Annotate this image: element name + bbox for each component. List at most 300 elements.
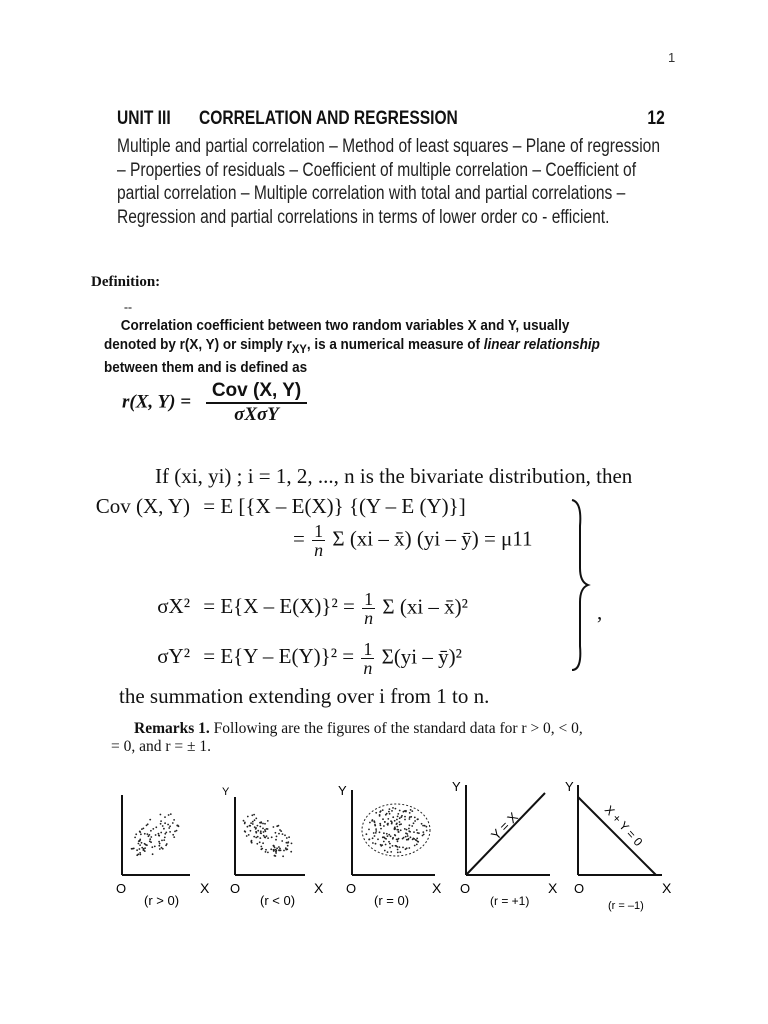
plot5-caption: (r = –1) xyxy=(608,900,644,912)
scatter-dot xyxy=(278,846,280,848)
scatter-dot xyxy=(274,855,276,857)
scatter-dot xyxy=(173,836,175,838)
scatter-dot xyxy=(158,833,160,835)
formula-lhs: r(X, Y) = xyxy=(122,391,192,413)
scatter-dot xyxy=(372,842,374,844)
scatter-dot xyxy=(409,824,411,826)
scatter-dot xyxy=(255,828,257,830)
formula-denominator: σXσY xyxy=(234,404,279,425)
scatter-dot xyxy=(383,825,385,827)
scatter-dot xyxy=(140,833,142,835)
plot1-origin: O xyxy=(116,881,127,896)
scatter-dot xyxy=(287,842,289,844)
scatter-dot xyxy=(253,814,255,816)
scatter-dot xyxy=(388,841,390,843)
right-brace xyxy=(566,496,596,674)
scatter-dot xyxy=(404,828,406,830)
scatter-dot xyxy=(406,847,408,849)
formula-fraction xyxy=(206,380,307,426)
scatter-dot xyxy=(423,834,425,836)
definition-heading: Definition: xyxy=(91,274,161,290)
scatter-dot xyxy=(168,827,170,829)
scatter-dot xyxy=(282,855,284,857)
scatter-dot xyxy=(380,828,382,830)
scatter-dot xyxy=(379,823,381,825)
plot5-line-label: X + Y = 0 xyxy=(601,802,646,849)
scatter-dot xyxy=(373,832,375,834)
scatter-dot xyxy=(372,837,374,839)
remarks-text: Following are the figures of the standard data for r > 0, < 0, xyxy=(213,720,583,737)
scatter-dot xyxy=(410,836,412,838)
remarks-label: Remarks 1. xyxy=(134,720,210,737)
scatter-dot xyxy=(366,833,368,835)
scatter-dot xyxy=(385,814,387,816)
scatter-dot xyxy=(382,818,384,820)
scatter-dot xyxy=(399,851,401,853)
cov-fraction: $\frac{1}{n}$ xyxy=(314,521,324,560)
scatter-dot xyxy=(399,810,401,812)
scatter-dot xyxy=(411,825,413,827)
scatter-dot xyxy=(396,826,398,828)
scatter-dot xyxy=(273,849,275,851)
scatter-dot xyxy=(399,817,401,819)
scatter-dot xyxy=(402,838,404,840)
scatter-dot xyxy=(397,841,399,843)
scatter-dot xyxy=(369,822,371,824)
scatter-dot xyxy=(417,841,419,843)
scatter-dot xyxy=(147,833,149,835)
scatter-dot xyxy=(417,818,419,820)
plot3-y-label: Y xyxy=(338,783,347,798)
plot-r-positive xyxy=(116,795,210,908)
scatter-dot xyxy=(254,819,256,821)
unit-hours: 12 xyxy=(647,108,665,129)
plot5-y-label: Y xyxy=(565,779,574,794)
scatter-dot xyxy=(388,811,390,813)
scatter-dot xyxy=(409,812,411,814)
scatter-dot xyxy=(382,809,384,811)
definition-line-2: denoted by r(X, Y) or simply $r_{XY}$, is a numerical measure of linear relationship xyxy=(104,337,600,356)
scatter-dot xyxy=(271,836,273,838)
scatter-dot xyxy=(151,846,153,848)
plot2-x-label: X xyxy=(314,880,324,896)
scatter-dot xyxy=(280,850,282,852)
scatter-dot xyxy=(399,824,401,826)
scatter-dot xyxy=(395,808,397,810)
syllabus-description: Multiple and partial correlation – Method of least squares – Plane of regression – Properties of residuals – Coefficient of multiple correlation – Coefficient of partial correlation – Multiple correlation with total and partial correlations – Regression and partial correlations in terms of lower order co - efficient. xyxy=(117,136,661,228)
scatter-dot xyxy=(386,833,388,835)
scatter-dot xyxy=(251,840,253,842)
scatter-dot xyxy=(414,817,416,819)
scatter-dot xyxy=(262,823,264,825)
scatter-dot xyxy=(168,814,170,816)
sigma-x-fraction: $\frac{1}{n}$ xyxy=(364,589,374,628)
scatter-dot xyxy=(143,828,145,830)
scatter-dot xyxy=(148,835,150,837)
definition-text xyxy=(104,317,625,378)
scatter-dot xyxy=(265,851,267,853)
cov-label: Cov (X, Y) xyxy=(95,494,190,518)
scatter-dot xyxy=(166,843,168,845)
sigma-y-expression: = E{Y – E(Y)}² = xyxy=(203,644,355,669)
scatter-dot xyxy=(375,830,377,832)
page-number: 1 xyxy=(668,50,676,65)
scatter-dot xyxy=(247,816,249,818)
sigma-y-label: σY² xyxy=(157,644,190,669)
plot2-caption: (r < 0) xyxy=(260,893,296,908)
scatter-dot xyxy=(406,839,408,841)
scatter-dot xyxy=(255,818,257,820)
scatter-dot xyxy=(397,852,399,854)
scatter-dot xyxy=(162,825,164,827)
scatter-dot xyxy=(265,849,267,851)
scatter-dot xyxy=(253,836,255,838)
scatter-dot xyxy=(146,825,148,827)
scatter-dot xyxy=(136,854,138,856)
scatter-dot xyxy=(403,811,405,813)
scatter-dot xyxy=(256,843,258,845)
scatter-dot xyxy=(396,819,398,821)
scatter-dot xyxy=(250,822,252,824)
scatter-dot xyxy=(414,820,416,822)
scatter-dot xyxy=(139,839,141,841)
sigma-y-row xyxy=(40,640,462,677)
scatter-dot xyxy=(264,823,266,825)
scatter-dot xyxy=(152,853,154,855)
scatter-dot xyxy=(266,835,268,837)
scatter-dot xyxy=(408,838,410,840)
scatter-dot xyxy=(249,825,251,827)
scatter-dot xyxy=(394,826,396,828)
scatter-dot xyxy=(413,838,415,840)
scatter-dot xyxy=(397,829,399,831)
scatter-dot xyxy=(387,835,389,837)
scatter-dot xyxy=(139,844,141,846)
scatter-dot xyxy=(163,828,165,830)
scatter-dot xyxy=(426,830,428,832)
scatter-dot xyxy=(394,820,396,822)
scatter-dot xyxy=(404,819,406,821)
scatter-dot xyxy=(391,810,393,812)
bivariate-intro: If (xi, yi) ; i = 1, 2, ..., n is the bivariate distribution, then xyxy=(155,464,633,488)
scatter-dot xyxy=(388,834,390,836)
scatter-dot xyxy=(290,851,292,853)
cov-row xyxy=(40,494,466,519)
scatter-dot xyxy=(150,830,152,832)
scatter-dot xyxy=(139,848,141,850)
plot-r-minus-one xyxy=(565,779,672,912)
scatter-dot xyxy=(387,818,389,820)
scatter-dot xyxy=(278,833,280,835)
scatter-dot xyxy=(421,823,423,825)
scatter-dot xyxy=(262,842,264,844)
scatter-dot xyxy=(375,828,377,830)
scatter-dot xyxy=(251,814,253,816)
scatter-dot xyxy=(402,847,404,849)
plot4-y-label: Y xyxy=(452,779,461,794)
scatter-dot xyxy=(273,845,275,847)
scatter-dot xyxy=(259,841,261,843)
scatter-dot xyxy=(408,847,410,849)
scatter-dot xyxy=(155,834,157,836)
scatter-dot xyxy=(397,813,399,815)
scatter-dot xyxy=(377,838,379,840)
scatter-dot xyxy=(255,831,257,833)
scatter-dot xyxy=(154,846,156,848)
dash-mark: -- xyxy=(124,300,132,314)
sigma-x-row xyxy=(40,590,468,627)
plot4-caption: (r = +1) xyxy=(490,894,530,908)
scatter-dot xyxy=(260,830,262,832)
plot4-origin: O xyxy=(460,881,471,896)
scatter-dot xyxy=(374,835,376,837)
scatter-dot xyxy=(405,832,407,834)
scatter-dot xyxy=(267,837,269,839)
scatter-dot xyxy=(387,823,389,825)
scatter-dot xyxy=(161,840,163,842)
scatter-dot xyxy=(416,844,418,846)
plot-r-negative xyxy=(222,786,324,908)
scatter-dot xyxy=(405,836,407,838)
scatter-dot xyxy=(396,839,398,841)
trailing-comma: , xyxy=(597,600,603,624)
scatter-dot xyxy=(144,847,146,849)
unit-title: CORRELATION AND REGRESSION xyxy=(199,108,458,129)
scatter-dot xyxy=(243,820,245,822)
scatter-dot xyxy=(139,831,141,833)
plot3-origin: O xyxy=(346,881,357,896)
cov-expression-2: Σ (xi – x̄) (yi – ȳ) = μ11 xyxy=(332,526,533,551)
scatter-dot xyxy=(401,815,403,817)
linear-relationship-term: linear relationship xyxy=(483,337,600,353)
scatter-dot xyxy=(149,838,151,840)
scatter-dot xyxy=(160,814,162,816)
scatter-dot xyxy=(396,846,398,848)
scatter-dot xyxy=(150,836,152,838)
scatter-dot xyxy=(267,852,269,854)
scatter-dot xyxy=(396,823,398,825)
sigma-x-tail: Σ (xi – x̄)² xyxy=(382,594,468,619)
scatter-dot xyxy=(409,816,411,818)
scatter-dot xyxy=(138,843,140,845)
scatter-dot xyxy=(422,831,424,833)
scatter-dot xyxy=(247,826,249,828)
cov-expression: = E [{X – E(X)} {(Y – E (Y)}] xyxy=(203,494,466,518)
scatter-dot xyxy=(259,837,261,839)
scatter-dot xyxy=(254,826,256,828)
scatter-dot xyxy=(414,845,416,847)
scatter-dot xyxy=(257,825,259,827)
scatter-dot xyxy=(397,816,399,818)
scatter-dot xyxy=(144,833,146,835)
scatter-dot xyxy=(139,852,141,854)
scatter-dot xyxy=(276,836,278,838)
scatter-dot xyxy=(164,822,166,824)
remarks-line-1 xyxy=(134,720,674,738)
scatter-dot xyxy=(135,833,137,835)
plot-r-plus-one xyxy=(452,779,558,908)
summation-note: the summation extending over i from 1 to n. xyxy=(119,684,490,708)
scatter-dot xyxy=(262,828,264,830)
scatter-dot xyxy=(251,842,253,844)
scatter-dot xyxy=(416,838,418,840)
scatter-dot xyxy=(160,823,162,825)
scatter-dot xyxy=(138,840,140,842)
scatter-dot xyxy=(275,839,277,841)
scatter-dot xyxy=(252,823,254,825)
sigma-x-label: σX² xyxy=(157,594,190,619)
scatter-dot xyxy=(287,845,289,847)
scatter-dot xyxy=(392,845,394,847)
standard-data-figures xyxy=(100,775,700,935)
scatter-dot xyxy=(418,832,420,834)
scatter-dot xyxy=(257,830,259,832)
plot1-caption: (r > 0) xyxy=(144,893,180,908)
scatter-dot xyxy=(373,820,375,822)
plot3-x-label: X xyxy=(432,880,442,896)
formula-numerator: Cov (X, Y) xyxy=(206,380,307,404)
scatter-dot xyxy=(283,850,285,852)
correlation-formula xyxy=(122,380,307,426)
scatter-points-negative xyxy=(243,814,293,858)
scatter-dot xyxy=(392,807,394,809)
scatter-dot xyxy=(399,821,401,823)
plot5-origin: O xyxy=(574,881,585,896)
scatter-dot xyxy=(263,835,265,837)
definition-line-3: between them and is defined as xyxy=(104,359,308,376)
scatter-dot xyxy=(368,829,370,831)
scatter-dot xyxy=(399,846,401,848)
scatter-dot xyxy=(375,832,377,834)
scatter-dot xyxy=(398,831,400,833)
scatter-dot xyxy=(172,822,174,824)
scatter-dot xyxy=(389,813,391,815)
scatter-dot xyxy=(400,829,402,831)
cov-row-2: = $\frac{1}{n}$ Σ (xi – x̄) (yi – ȳ) = μ11 xyxy=(293,521,533,560)
scatter-dot xyxy=(387,851,389,853)
scatter-dot xyxy=(267,828,269,830)
scatter-dot xyxy=(374,825,376,827)
scatter-dot xyxy=(136,849,138,851)
scatter-dot xyxy=(286,848,288,850)
scatter-dot xyxy=(264,836,266,838)
scatter-dot xyxy=(274,847,276,849)
plot2-origin: O xyxy=(230,881,241,896)
scatter-dot xyxy=(176,825,178,827)
scatter-dot xyxy=(398,838,400,840)
scatter-dot xyxy=(281,840,283,842)
scatter-dot xyxy=(145,844,147,846)
scatter-dot xyxy=(155,826,157,828)
scatter-dot xyxy=(158,841,160,843)
scatter-dot xyxy=(407,835,409,837)
scatter-dot xyxy=(397,849,399,851)
scatter-dot xyxy=(413,831,415,833)
scatter-dot xyxy=(375,843,377,845)
scatter-dot xyxy=(273,826,275,828)
scatter-dot xyxy=(286,837,288,839)
scatter-dot xyxy=(390,835,392,837)
scatter-dot xyxy=(141,842,143,844)
scatter-dot xyxy=(368,839,370,841)
plot3-caption: (r = 0) xyxy=(374,893,410,908)
scatter-points-zero xyxy=(366,807,428,853)
scatter-dot xyxy=(260,832,262,834)
scatter-dot xyxy=(394,834,396,836)
scatter-dot xyxy=(172,834,174,836)
plot5-x-label: X xyxy=(662,880,672,896)
syllabus-header xyxy=(117,108,665,130)
scatter-dot xyxy=(248,834,250,836)
scatter-dot xyxy=(411,810,413,812)
scatter-dot xyxy=(413,822,415,824)
scatter-dot xyxy=(259,826,261,828)
plot-r-zero xyxy=(338,783,442,908)
scatter-dot xyxy=(409,831,411,833)
scatter-dot xyxy=(408,828,410,830)
scatter-dot xyxy=(282,833,284,835)
scatter-dot xyxy=(385,844,387,846)
scatter-dot xyxy=(275,832,277,834)
plot4-x-label: X xyxy=(548,880,558,896)
scatter-dot xyxy=(288,836,290,838)
scatter-dot xyxy=(382,836,384,838)
scatter-dot xyxy=(246,835,248,837)
scatter-dot xyxy=(389,847,391,849)
scatter-dot xyxy=(169,825,171,827)
scatter-dot xyxy=(164,816,166,818)
scatter-dot xyxy=(255,837,257,839)
scatter-dot xyxy=(265,830,267,832)
sigma-x-expression: = E{X – E(X)}² = xyxy=(203,594,355,619)
scatter-dot xyxy=(170,813,172,815)
scatter-dot xyxy=(284,834,286,836)
scatter-dot xyxy=(389,808,391,810)
scatter-dot xyxy=(270,848,272,850)
scatter-dot xyxy=(263,831,265,833)
scatter-dot xyxy=(150,841,152,843)
scatter-dot xyxy=(252,821,254,823)
scatter-points-positive xyxy=(131,813,180,856)
scatter-dot xyxy=(416,829,418,831)
scatter-dot xyxy=(275,852,277,854)
remarks-line-2: = 0, and r = ± 1. xyxy=(111,738,212,755)
scatter-dot xyxy=(279,848,281,850)
scatter-dot xyxy=(285,847,287,849)
scatter-dot xyxy=(371,820,373,822)
plot4-line-label: Y = X xyxy=(488,809,521,843)
scatter-dot xyxy=(424,825,426,827)
scatter-dot xyxy=(176,830,178,832)
scatter-dot xyxy=(158,845,160,847)
scatter-dot xyxy=(167,824,169,826)
scatter-dot xyxy=(260,821,262,823)
scatter-dot xyxy=(244,831,246,833)
scatter-dot xyxy=(267,820,269,822)
scatter-dot xyxy=(375,812,377,814)
scatter-dot xyxy=(384,821,386,823)
scatter-dot xyxy=(278,849,280,851)
syllabus-block xyxy=(117,108,665,229)
scatter-dot xyxy=(169,831,171,833)
scatter-dot xyxy=(390,851,392,853)
scatter-dot xyxy=(160,820,162,822)
scatter-dot xyxy=(162,848,164,850)
scatter-dot xyxy=(134,837,136,839)
scatter-dot xyxy=(422,825,424,827)
scatter-dot xyxy=(173,819,175,821)
scatter-dot xyxy=(164,833,166,835)
